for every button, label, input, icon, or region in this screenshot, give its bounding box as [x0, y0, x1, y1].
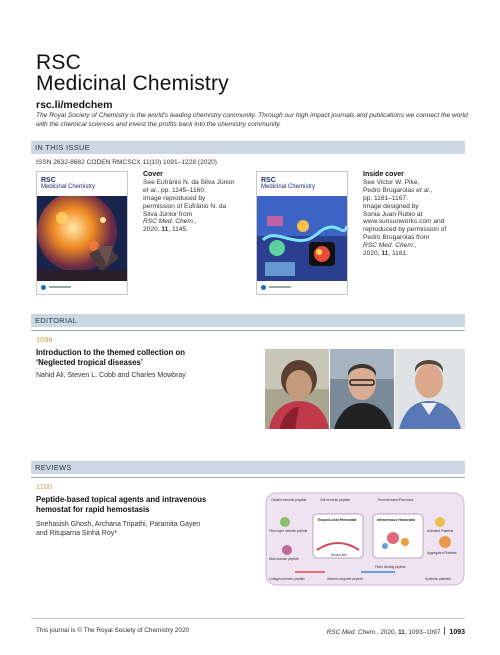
footer-journal-abbrev: RSC Med. Chem. — [326, 629, 377, 636]
graphical-abstract-svg — [265, 492, 465, 586]
editorial-page-number: 1098 — [36, 335, 53, 344]
section-bar-in-this-issue: IN THIS ISSUE — [31, 141, 465, 154]
review-title-line: hemostat for rapid hemostasis — [36, 505, 150, 514]
editorial-title[interactable] — [36, 348, 251, 368]
inside-cover-thumb-title: Medicinal Chemistry — [261, 184, 316, 190]
rsc-logo-icon — [41, 285, 46, 290]
inside-cover-caption-line — [363, 187, 467, 195]
inside-cover-thumb-rsc: RSC — [261, 177, 276, 184]
cover-caption-journal: RSC Med. Chem. — [143, 218, 195, 226]
inside-cover-footer-strip — [257, 281, 347, 294]
ga-label: Wound site — [331, 553, 347, 557]
footer-divider — [31, 618, 465, 619]
journal-title-medicinal-chemistry: Medicinal Chemistry — [36, 72, 229, 95]
cover-caption-heading: Cover — [143, 171, 163, 178]
footer-page-number: 1093 — [449, 629, 465, 636]
inside-cover-caption — [363, 171, 467, 258]
journal-url[interactable]: rsc.li/medchem — [36, 99, 113, 111]
ga-label: Synthetic platelets — [425, 577, 451, 581]
cover-image[interactable] — [36, 171, 128, 295]
section-bar-reviews: REVIEWS — [31, 461, 465, 474]
ga-label: Thromboxane/Precursor — [377, 498, 414, 502]
author-photo-2 — [330, 349, 394, 429]
divider — [31, 330, 465, 331]
society-blurb: The Royal Society of Chemistry is the world's leading chemistry community. Through our high impact journals and publications we connect the world with the chemical sciences and invest the profits back into the chemistry community. — [36, 112, 468, 128]
inside-cover-caption-line: Image designed by — [363, 202, 419, 210]
inside-cover-footer-rule — [269, 286, 291, 288]
review-authors-line: and Rituparna Sinha Roy* — [36, 530, 117, 537]
review-graphical-abstract[interactable] — [265, 492, 465, 586]
issn-line: ISSN 2632-8682 CODEN RMCSCX 11(10) 1091–1228 (2020) — [36, 159, 217, 166]
section-bar-editorial: EDITORIAL — [31, 314, 465, 327]
footer-cite-volume: 11 — [398, 629, 405, 636]
cover-caption-line — [143, 187, 253, 195]
editorial-title-line: Introduction to the themed collection on — [36, 348, 186, 357]
ga-label: Silk mimetic peptide — [320, 498, 351, 502]
author-photo-3 — [395, 349, 465, 429]
cover-footer-strip — [37, 281, 127, 294]
inside-cover-caption-line: reproduced by permission of — [363, 226, 447, 234]
footer-citation — [327, 627, 465, 636]
footer-separator — [444, 627, 445, 635]
cover-caption-volume: 11 — [161, 226, 169, 234]
ga-label: Aggregated Platelets — [427, 551, 457, 555]
editorial-authors: Nahid Ali, Steven L. Cobb and Charles Mowbray — [36, 372, 186, 379]
ga-label: Fibrinogen mimetic peptide — [269, 529, 308, 533]
cover-thumb-title: Medicinal Chemistry — [41, 184, 96, 190]
cover-caption-line: permission of Eufrânio N. da — [143, 202, 227, 210]
author-photo-2-image — [330, 349, 394, 429]
cover-caption-line — [143, 226, 253, 234]
ga-label: Fibrin binding peptide — [375, 565, 406, 569]
review-authors — [36, 520, 246, 538]
rsc-logo-icon — [261, 285, 266, 290]
ga-label: Gelatin mimetic peptide — [271, 498, 307, 502]
inside-cover-caption-line: pp. 1161–1167. — [363, 194, 408, 202]
ga-label: Intravenous Hemostat — [377, 518, 415, 522]
inside-cover-caption-line: Pedro Brugarolas from — [363, 234, 430, 242]
inside-cover-caption-year: 2020, — [363, 250, 382, 258]
inside-cover-caption-author: Pedro Brugarolas — [363, 186, 417, 194]
author-photo-3-image — [395, 349, 465, 429]
inside-cover-artwork — [257, 196, 348, 284]
inside-cover-caption-etal: et al. — [416, 186, 431, 194]
inside-cover-caption-page: , 1161. — [388, 250, 409, 258]
author-photo-1-image — [265, 349, 329, 429]
cover-footer-rule — [49, 286, 71, 288]
inside-cover-caption-journal: RSC Med. Chem. — [363, 242, 415, 250]
ga-label: Multi-domain peptide — [269, 557, 299, 561]
inside-cover-caption-volume: 11 — [381, 250, 389, 258]
author-photo-1 — [265, 349, 329, 429]
footer-cite-year: , 2020, — [376, 629, 399, 636]
review-title-line: Peptide-based topical agents and intravenous — [36, 495, 207, 504]
ga-label: Collagen-mimetic peptide — [269, 577, 305, 581]
cover-caption-year: 2020, — [143, 226, 162, 234]
inside-cover-caption-comma: , — [430, 186, 433, 194]
footer-copyright: This journal is © The Royal Society of Chemistry 2020 — [36, 627, 190, 634]
cover-caption-etal: et al. — [143, 186, 158, 194]
cover-caption-page: , 1145. — [168, 226, 189, 234]
ga-label: Activated Platelets — [427, 529, 454, 533]
cover-caption-line: Image reproduced by — [143, 194, 206, 202]
inside-cover-image[interactable] — [256, 171, 348, 295]
journal-title-rsc: RSC — [36, 51, 81, 74]
ga-label: Albumin-targeted peptide — [327, 577, 363, 581]
review-authors-line: Snehasish Ghosh, Archana Tripathi, Paramita Gayen — [36, 521, 201, 528]
inside-cover-caption-heading: Inside cover — [363, 171, 404, 178]
cover-caption-line — [143, 218, 253, 226]
inside-cover-caption-line: See Victor W. Pike, — [363, 178, 420, 186]
editorial-title-line: ‘Neglected tropical diseases’ — [36, 358, 144, 367]
cover-caption-pages: , pp. 1145–1160. — [157, 186, 206, 194]
ga-label: Tissue/Local Hemostat — [317, 518, 357, 522]
inside-cover-caption-line: Sonia Juan Rubio at — [363, 210, 423, 218]
inside-cover-caption-line: www.sunsunworks.com and — [363, 218, 445, 226]
cover-thumb-rsc: RSC — [41, 177, 56, 184]
inside-cover-caption-line — [363, 250, 467, 258]
inside-cover-caption-comma2: , — [414, 242, 417, 250]
cover-caption-line: Silva Júnior from — [143, 210, 193, 218]
review-page-number: 1100 — [36, 482, 53, 491]
cover-caption — [143, 171, 253, 234]
cover-caption-comma: , — [194, 218, 197, 226]
footer-cite-pages: , 1093–1097 — [404, 629, 441, 636]
cover-artwork — [37, 196, 128, 284]
cover-caption-line: See Eufrânio N. da Silva Júnior — [143, 178, 235, 186]
divider — [31, 477, 465, 478]
review-title[interactable] — [36, 495, 251, 515]
inside-cover-caption-line — [363, 242, 467, 250]
